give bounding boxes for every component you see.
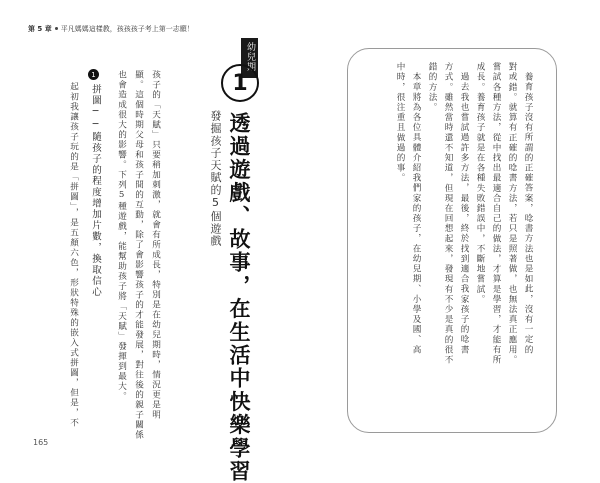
chapter-label: 第 5 章 — [28, 25, 52, 33]
item-body-column: 起初我讓孩子玩的是「拼圖」，是五顏六色，形狀特殊的嵌入式拼圖，但是，不 — [68, 82, 79, 428]
section-title: 透過遊戲、故事，在生活中快樂學習 — [227, 112, 251, 483]
header-bullet-icon — [55, 27, 58, 30]
intro-column: 本章將為各位具體介紹我們家的孩子，在幼兒期、小學及國、高 — [411, 72, 421, 355]
page-number: 165 — [33, 438, 49, 447]
paragraph-column: 孩子的「天賦」只要稍加刺激，就會有所成長，特別是在幼兒期時，情況更是明 — [150, 70, 161, 420]
intro-column: 對或錯。就算有正確的唸書方法，若只是照著做，也無法真正應用。 — [507, 62, 517, 365]
intro-column: 中時，很注重且做過的事。 — [395, 62, 405, 184]
item-heading: 拼圖──隨孩子的程度增加片數，換取信心 — [90, 84, 101, 298]
intro-column: 方式。雖然當時還不知道，但現在回想起來，發現有不少是真的很不 — [443, 62, 453, 365]
section-number-badge: 1 — [221, 64, 259, 102]
item-number-icon: 1 — [88, 69, 99, 80]
intro-column: 過去我也嘗試過許多方法，最後，終於找到適合我家孩子的唸書 — [459, 72, 469, 355]
paragraph-column: 也會造成很大的影響。下列5種遊戲，能幫助孩子將「天賦」發揮到最大。 — [116, 70, 127, 402]
chapter-subtitle: 平凡媽媽這樣教，孩孩孩子考上第一志願！ — [60, 25, 194, 33]
intro-column: 嘗試各種方法，從中找出最適合自己的做法，才算是學習，才能有所 — [491, 62, 501, 365]
intro-column: 成長。養育孩子就是在各種失敗錯誤中，不斷地嘗試。 — [475, 62, 485, 305]
running-header — [28, 24, 194, 34]
age-tag: 幼兒期 — [245, 42, 255, 72]
paragraph-column: 顯。這個時期父母和孩子間的互動，除了會影響孩子的才能發展，對往後的親子關係 — [133, 70, 144, 440]
intro-column: 養育孩子沒有所謂的正確答案，唸書方法也是如此，沒有一定的 — [523, 72, 533, 355]
intro-column: 錯的方法。 — [427, 62, 437, 113]
section-subtitle: 發掘孩子天賦的5個遊戲 — [209, 110, 222, 248]
